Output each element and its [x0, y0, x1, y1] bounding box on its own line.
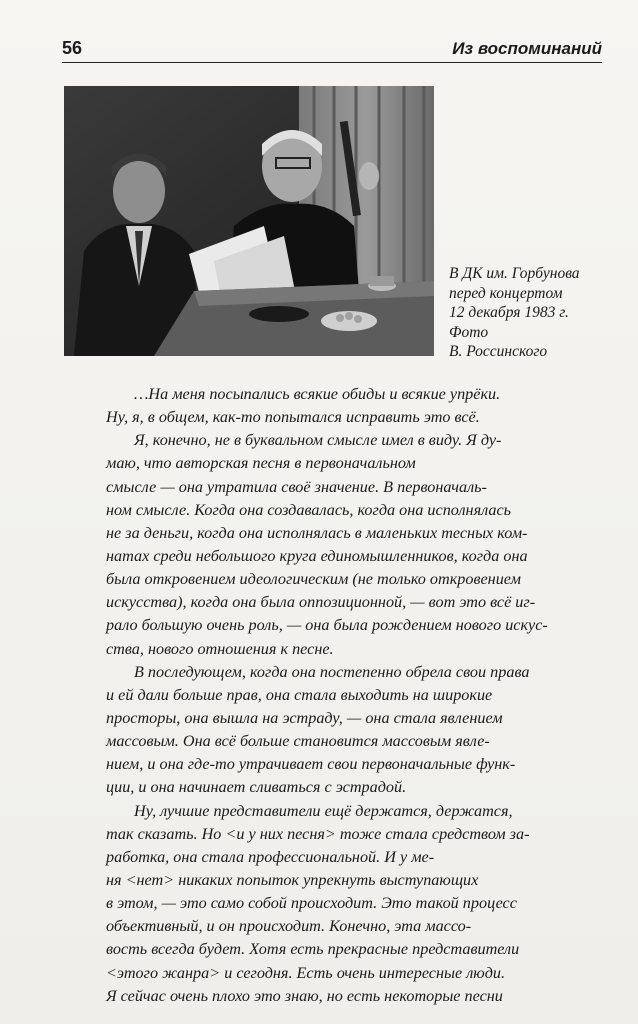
text-line: натах среди небольшого круга единомышленников, когда она [106, 546, 528, 565]
text-line: ции, и она начинает сливаться с эстрадой. [106, 778, 407, 797]
text-line: Я сейчас очень плохо это знаю, но есть некоторые песни [106, 986, 503, 1005]
photo-caption [449, 264, 609, 362]
caption-line: Фото [449, 323, 489, 341]
text-line: В последующем, когда она постепенно обрела свои права [134, 662, 530, 681]
text-line: искусства), когда она была оппозиционной, — вот это всё иг- [106, 593, 536, 612]
photograph-image [64, 86, 434, 356]
text-line: <этого жанра> и сегодня. Есть очень интересные люди. [106, 963, 506, 982]
photograph [64, 86, 434, 356]
text-line: массовым. Она всё больше становится массовым явле- [106, 732, 490, 751]
text-line: вость всегда будет. Хотя есть прекрасные представители [106, 940, 520, 959]
text-line: работка, она стала профессиональной. И у ме- [106, 847, 435, 866]
caption-line: В ДК им. Горбунова [449, 265, 580, 282]
text-line: маю, что авторская песня в первоначальном [106, 454, 416, 473]
text-line: так сказать. Но <и у них песня> тоже стала средством за- [106, 824, 530, 843]
text-line: ства, нового отношения к песне. [106, 639, 334, 658]
text-line: Ну, лучшие представители ещё держатся, держатся, [134, 801, 513, 820]
text-line: ня <нет> никаких попыток упрекнуть выступающих [106, 870, 479, 889]
text-line: рало большую очень роль, — она была рождением нового искус- [106, 616, 548, 635]
text-line: не за деньги, когда она исполнялась в маленьких тесных ком- [106, 523, 528, 542]
page-header [62, 38, 602, 63]
body-text [106, 383, 598, 1008]
text-line: и ей дали больше прав, она стала выходить на широкие [106, 685, 493, 704]
text-line: ном смысле. Когда она создавалась, когда она исполнялась [106, 500, 512, 519]
text-line: в этом, — это само собой происходит. Это такой процесс [106, 894, 517, 913]
text-line: …На меня посыпались всякие обиды и всякие упрёки. [134, 385, 501, 403]
text-line: Ну, я, в общем, как-то попытался исправить это всё. [106, 408, 480, 427]
caption-line: 12 декабря 1983 г. [449, 304, 569, 321]
running-title: Из воспоминаний [452, 39, 602, 58]
text-line: нием, и она где-то утрачивает свои первоначальные функ- [106, 755, 516, 774]
text-line: смысле — она утратила своё значение. В первоначаль- [106, 477, 487, 496]
caption-line: В. Россинского [449, 343, 548, 360]
page-number: 56 [62, 38, 83, 58]
text-line: была откровением идеологическим (не только откровением [106, 570, 521, 589]
text-line: Я, конечно, не в буквальном смысле имел в виду. Я ду- [134, 431, 502, 450]
text-line: просторы, она вышла на эстраду, — она стала явлением [106, 708, 503, 727]
caption-line: перед концертом [449, 284, 563, 302]
text-line: объективный, и он происходит. Конечно, эта массо- [106, 917, 472, 936]
